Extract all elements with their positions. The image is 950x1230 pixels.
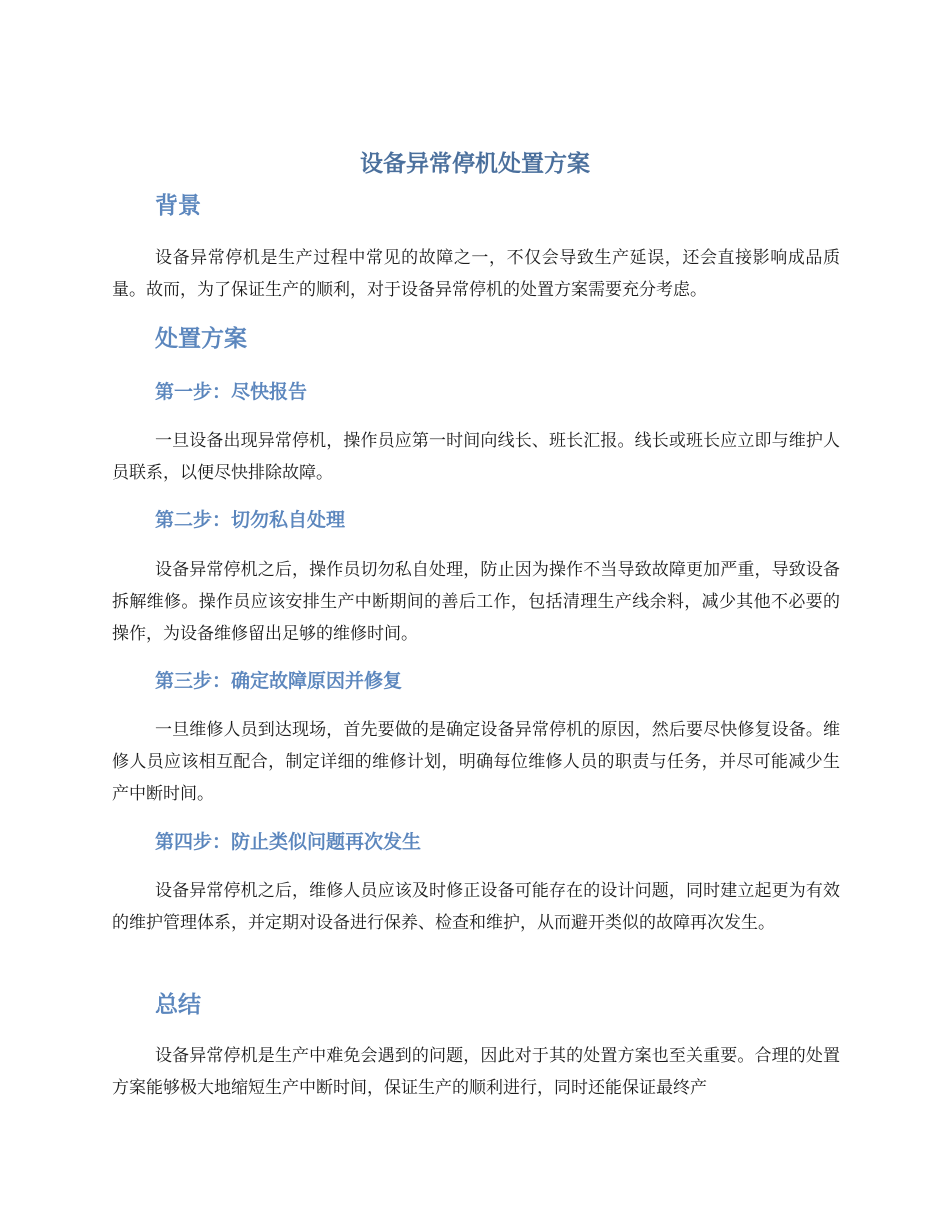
step-heading-1: 第一步：尽快报告 xyxy=(155,381,308,403)
section-heading-plan: 处置方案 xyxy=(155,326,247,352)
section-heading-background: 背景 xyxy=(155,193,201,219)
document-title: 设备异常停机处置方案 xyxy=(360,151,590,177)
step-heading-2: 第二步：切勿私自处理 xyxy=(155,509,346,531)
paragraph-summary: 设备异常停机是生产中难免会遇到的问题，因此对于其的处置方案也至关重要。合理的处置方案能够极大地缩短生产中断时间，保证生产的顺利进行，同时还能保证最终产 xyxy=(112,1046,840,1098)
step-heading-3: 第三步：确定故障原因并修复 xyxy=(155,670,403,692)
paragraph-background: 设备异常停机是生产过程中常见的故障之一，不仅会导致生产延误，还会直接影响成品质量。故而，为了保证生产的顺利，对于设备异常停机的处置方案需要充分考虑。 xyxy=(112,248,840,300)
paragraph-step-1: 一旦设备出现异常停机，操作员应第一时间向线长、班长汇报。线长或班长应立即与维护人员联系，以便尽快排除故障。 xyxy=(112,431,840,483)
paragraph-step-2: 设备异常停机之后，操作员切勿私自处理，防止因为操作不当导致故障更加严重，导致设备拆解维修。操作员应该安排生产中断期间的善后工作，包括清理生产线余料，减少其他不必要的操作，为设备维修留出足够的维修时间。 xyxy=(112,560,840,644)
section-heading-summary: 总结 xyxy=(155,992,201,1018)
paragraph-step-4: 设备异常停机之后，维修人员应该及时修正设备可能存在的设计问题，同时建立起更为有效的维护管理体系，并定期对设备进行保养、检查和维护，从而避开类似的故障再次发生。 xyxy=(112,881,840,933)
paragraph-step-3: 一旦维修人员到达现场，首先要做的是确定设备异常停机的原因，然后要尽快修复设备。维修人员应该相互配合，制定详细的维修计划，明确每位维修人员的职责与任务，并尽可能减少生产中断时间。 xyxy=(112,720,840,804)
step-heading-4: 第四步：防止类似问题再次发生 xyxy=(155,831,422,853)
